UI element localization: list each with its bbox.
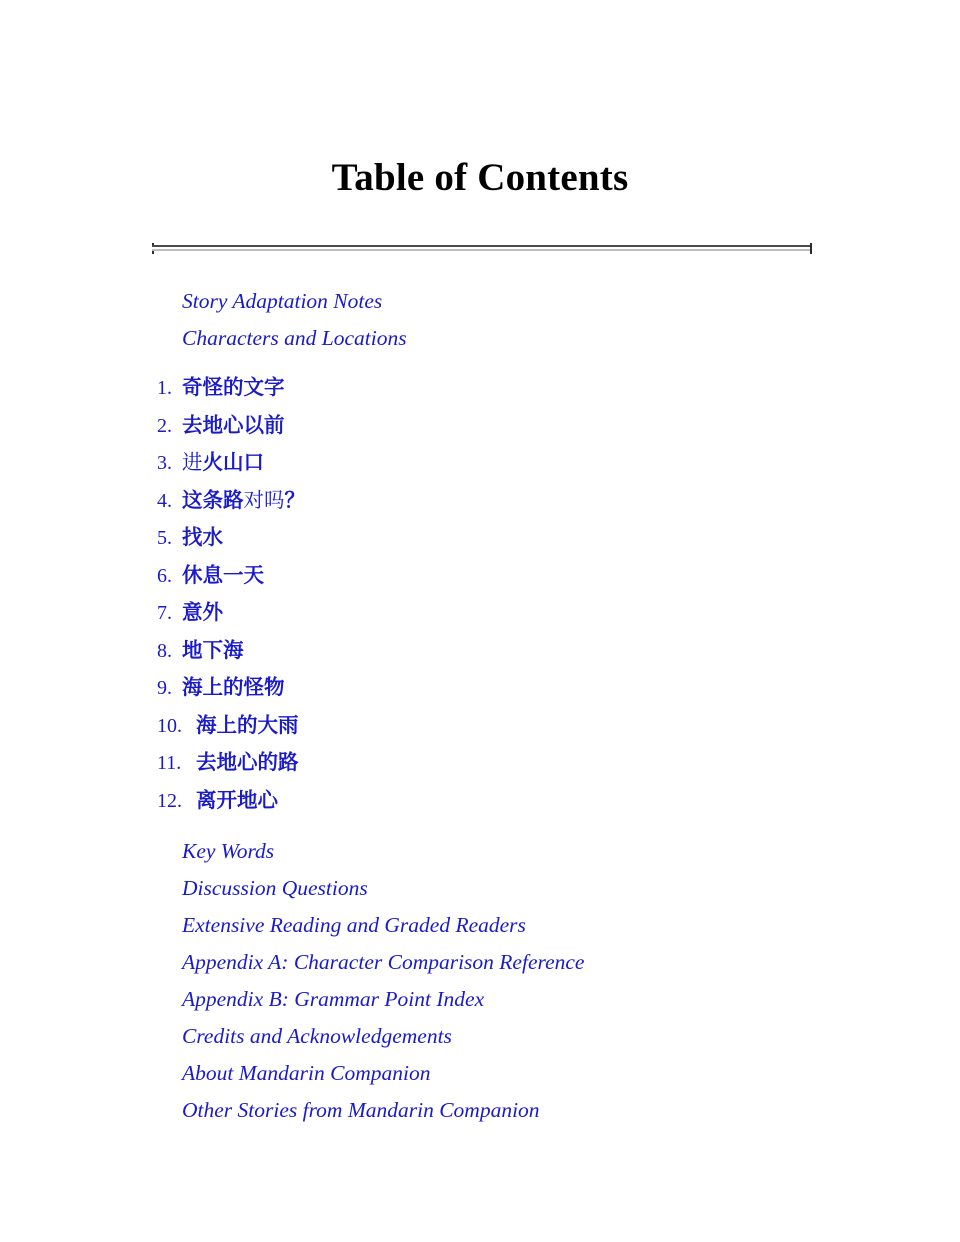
chapter-title bbox=[182, 557, 264, 594]
chapter-title-segment: 离开地心 bbox=[196, 787, 278, 812]
chapter-title bbox=[182, 594, 223, 631]
chapter-title-segment: 海上的大雨 bbox=[196, 712, 299, 737]
chapter-title-segment: 找水 bbox=[182, 525, 223, 549]
toc-back-matter-entry[interactable]: Appendix B: Grammar Point Index bbox=[182, 987, 485, 1011]
chapter-title-segment: 进 bbox=[182, 450, 203, 474]
chapter-number: 9. bbox=[157, 677, 172, 699]
chapter-number: 3. bbox=[157, 452, 172, 474]
chapter-number: 2. bbox=[157, 414, 172, 437]
chapter-title bbox=[182, 444, 264, 481]
chapter-title-segment: ？ bbox=[284, 487, 305, 512]
toc-chapter-entry[interactable] bbox=[0, 632, 960, 670]
chapter-number: 7. bbox=[157, 602, 172, 624]
chapter-title bbox=[182, 369, 285, 406]
title-divider-rule bbox=[152, 243, 812, 254]
chapter-title-segment: 火山口 bbox=[202, 450, 264, 474]
chapter-number: 10. bbox=[157, 714, 182, 737]
chapter-title bbox=[196, 782, 278, 819]
chapter-title bbox=[196, 707, 299, 744]
chapter-title bbox=[182, 482, 305, 519]
spacer-after-chapters bbox=[0, 819, 960, 833]
chapter-title bbox=[182, 669, 285, 706]
toc-chapter-entry[interactable] bbox=[0, 519, 960, 557]
chapter-title-segment: 意外 bbox=[182, 600, 223, 624]
toc-chapter-entry[interactable] bbox=[0, 782, 960, 820]
toc-back-matter-entry[interactable]: About Mandarin Companion bbox=[182, 1061, 431, 1085]
toc-chapter-entry[interactable] bbox=[0, 557, 960, 595]
chapter-title-segment: 地下海 bbox=[182, 637, 244, 662]
toc-chapter-entry[interactable] bbox=[0, 444, 960, 482]
divider-bar bbox=[152, 245, 812, 251]
chapter-number: 6. bbox=[157, 564, 172, 587]
chapter-title-segment: 休息一天 bbox=[182, 562, 264, 587]
spacer-before-chapters bbox=[0, 357, 960, 369]
chapter-title bbox=[196, 744, 299, 781]
toc-chapter-entry[interactable] bbox=[0, 594, 960, 632]
chapter-number: 5. bbox=[157, 527, 172, 549]
toc-back-matter-entry[interactable]: Other Stories from Mandarin Companion bbox=[182, 1098, 540, 1122]
toc-chapter-entry[interactable] bbox=[0, 369, 960, 407]
chapter-number: 11. bbox=[157, 752, 182, 774]
chapter-number: 4. bbox=[157, 489, 172, 512]
toc-chapter-entry[interactable] bbox=[0, 482, 960, 520]
chapter-number: 1. bbox=[157, 377, 172, 399]
toc-front-matter-entry[interactable]: Characters and Locations bbox=[182, 326, 407, 350]
back-matter-list bbox=[0, 833, 960, 1129]
chapter-title-segment: 去地心以前 bbox=[182, 412, 285, 437]
toc-front-matter-entry[interactable]: Story Adaptation Notes bbox=[182, 289, 383, 313]
front-matter-list bbox=[0, 283, 960, 357]
chapter-title-segment: 对吗 bbox=[243, 487, 285, 512]
chapter-list bbox=[0, 369, 960, 819]
divider-right-cap bbox=[810, 243, 812, 254]
chapter-number: 12. bbox=[157, 789, 182, 812]
toc-back-matter-entry[interactable]: Extensive Reading and Graded Readers bbox=[182, 913, 526, 937]
page-title: Table of Contents bbox=[331, 156, 629, 199]
chapter-title-segment: 这条路 bbox=[182, 487, 244, 512]
chapter-title bbox=[182, 407, 285, 444]
toc-entries bbox=[0, 283, 960, 1129]
chapter-title-segment: 去地心的路 bbox=[196, 750, 299, 774]
toc-chapter-entry[interactable] bbox=[0, 707, 960, 745]
chapter-title bbox=[182, 519, 223, 556]
chapter-title-segment: 奇怪的文字 bbox=[182, 375, 285, 399]
toc-chapter-entry[interactable] bbox=[0, 669, 960, 707]
chapter-title bbox=[182, 632, 244, 669]
toc-back-matter-entry[interactable]: Key Words bbox=[182, 839, 275, 863]
toc-chapter-entry[interactable] bbox=[0, 744, 960, 782]
toc-back-matter-entry[interactable]: Discussion Questions bbox=[182, 876, 368, 900]
toc-back-matter-entry[interactable]: Appendix A: Character Comparison Reference bbox=[182, 950, 585, 974]
toc-chapter-entry[interactable] bbox=[0, 407, 960, 445]
toc-back-matter-entry[interactable]: Credits and Acknowledgements bbox=[182, 1024, 452, 1048]
chapter-number: 8. bbox=[157, 639, 172, 662]
chapter-title-segment: 海上的怪物 bbox=[182, 675, 285, 699]
